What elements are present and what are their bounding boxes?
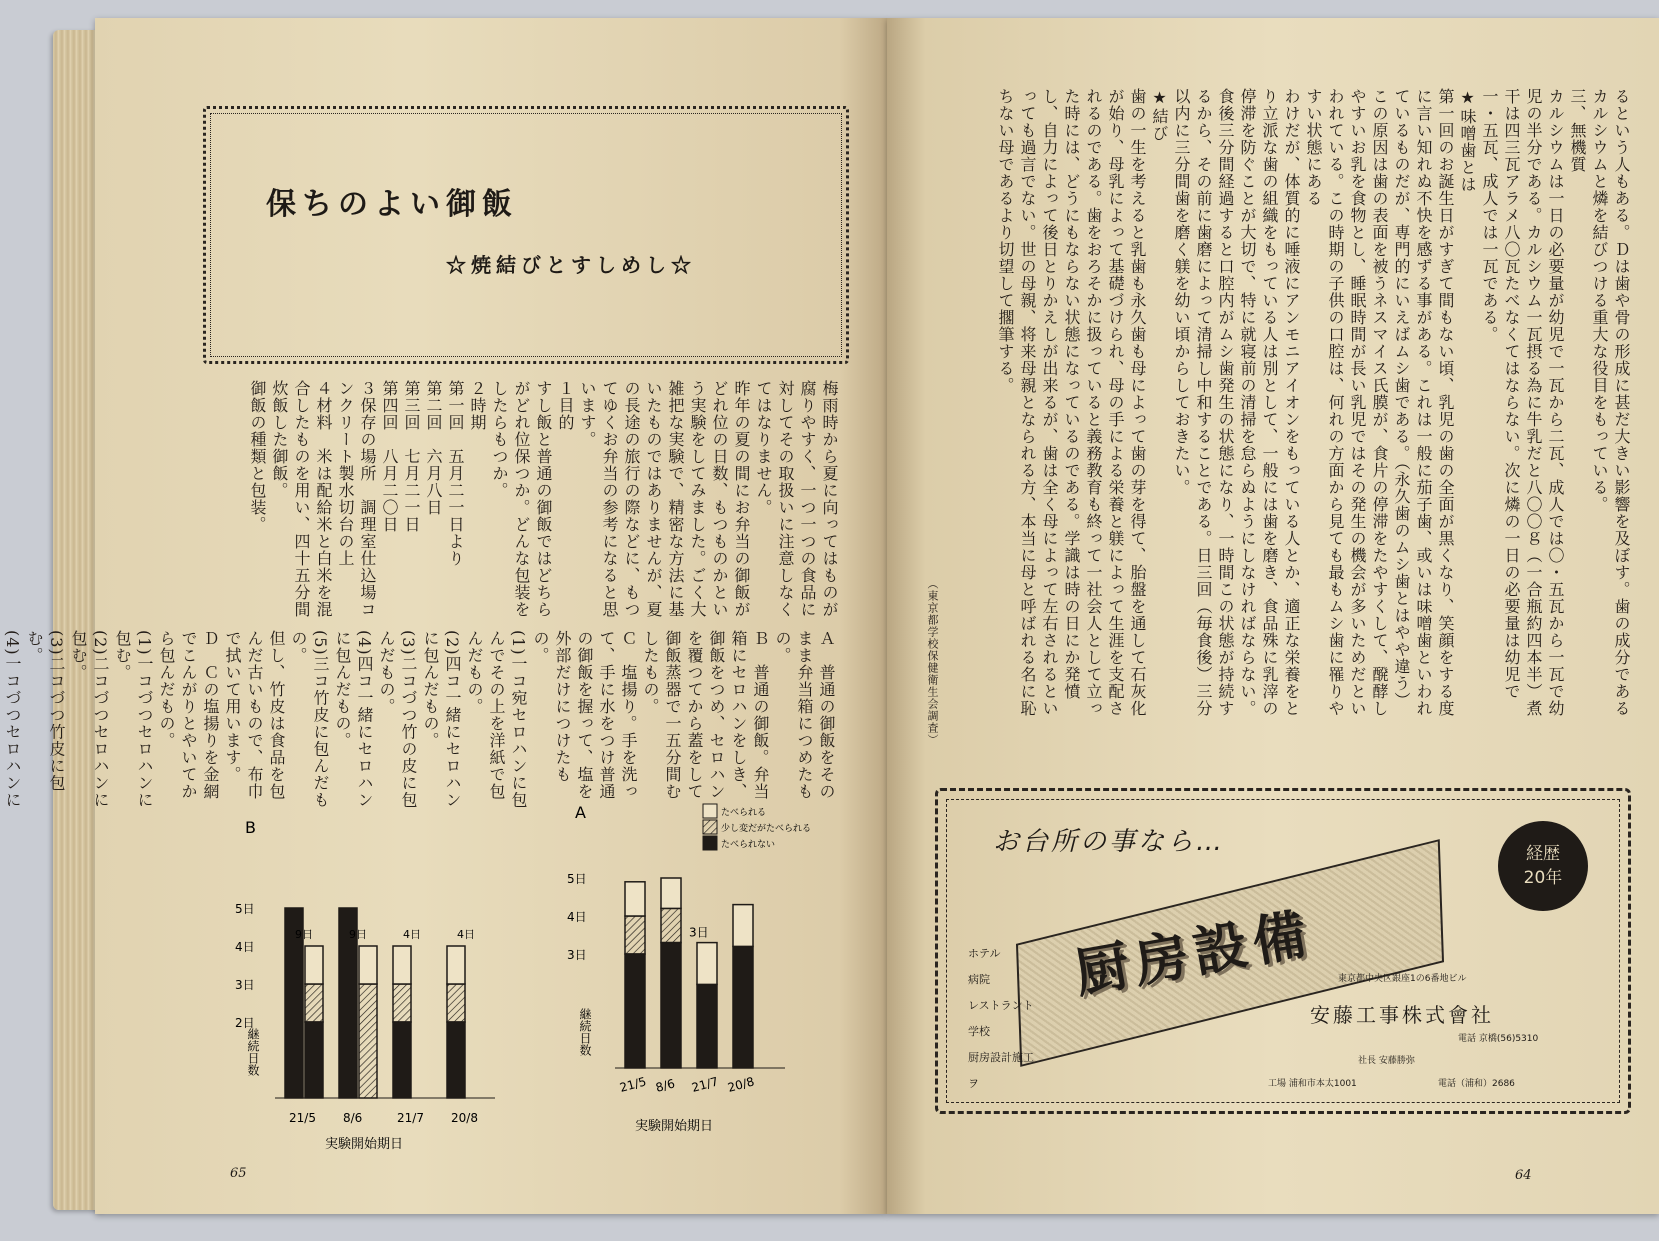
chart-a-legend-swatch [703,804,717,818]
chart-b-xtick: 21/7 [397,1111,424,1125]
chart-b-ylabel: 継続日数 [246,1028,260,1076]
chart-a-bar [661,943,681,1068]
chart-a-annotation: 3日 [689,925,709,940]
chart-b-bar [447,1022,465,1098]
chart-a-bar [661,878,681,908]
chart-a-bar [697,984,717,1068]
chart-a-bar [625,916,645,954]
chart-b-bar [393,946,411,984]
ad-address: 東京都中央区銀座1の6番地ビル [1338,974,1467,984]
chart-a [555,798,855,1148]
ad-list-item: 厨房設計施工 [968,1051,1034,1064]
chart-b-bar [393,984,411,1022]
chart-b-title: B [245,818,256,837]
ad-badge-line1: 経歴 [1525,844,1560,864]
ad-company: 安藤工事株式會社 [1310,1003,1494,1027]
chart-a-xlabel: 実験開始期日 [635,1119,714,1134]
advertisement [935,788,1631,1114]
chart-b-annotation: 4日 [457,928,475,941]
book-spread [3,18,1631,1218]
chart-b-bar-paired [359,984,377,1098]
article-title: 保ちのよい御飯 [266,187,518,222]
ad-factory-phone: 電話（浦和）2686 [1438,1079,1515,1089]
ad-badge [1498,821,1588,911]
chart-a-ytick: 4日 [567,910,587,924]
chart-a-bar [733,946,753,1068]
chart-b-bar-paired [305,984,323,1022]
chart-b-ytick: 3日 [235,978,255,992]
chart-b-xtick: 21/5 [289,1111,316,1125]
page-number-left: 65 [230,1166,247,1181]
chart-a-legend-label: たべられない [721,840,776,850]
ad-list-item: レストラント [968,999,1034,1012]
chart-b-ytick: 4日 [235,940,255,954]
ad-list-item: ホテル [968,947,1001,960]
chart-a-legend-label: たべられる [721,808,767,818]
chart-b-bar-paired [305,1022,323,1098]
ad-list-item: 学校 [968,1025,990,1038]
page-number-right: 64 [1515,1168,1532,1183]
ad-phone: 電話 京橋(56)5310 [1458,1034,1539,1044]
chart-b-bar [393,1022,411,1098]
chart-b-annotation: 9日 [349,928,367,941]
chart-a-xtick: 8/6 [654,1076,677,1095]
chart-b-bar [447,984,465,1022]
article-subtitle: ☆焼結びとすしめし☆ [446,253,696,277]
ad-factory: 工場 浦和市本太1001 [1268,1079,1357,1089]
chart-a-xtick: 21/5 [618,1074,648,1095]
chart-b-annotation: 9日 [295,928,313,941]
ad-list-item: 病院 [968,973,990,986]
ad-slogan: お台所の事なら… [993,827,1226,857]
chart-b-xlabel: 実験開始期日 [325,1137,404,1152]
chart-b-bar-paired [305,946,323,984]
chart-a-xtick: 21/7 [690,1074,720,1095]
ad-mark: ヲ [968,1077,979,1090]
chart-a-legend-swatch [703,836,717,850]
chart-b [205,818,505,1152]
chart-a-xtick: 20/8 [726,1074,756,1095]
chart-a-legend-label: 少し変だがたべられる [721,824,812,834]
chart-b-bar [447,946,465,984]
right-body-text: るという人もある。Ｄは歯や骨の形成に甚だ大きい影響を及ぼす。歯の成分であるカルシウムと燐を結びつける重大な役目をもっている。 三、無機質 カルシウムは一日の必要量が幼児で一瓦から二瓦、成人では〇・五瓦から一瓦で幼児の半分である。カルシウム一瓦摂る為に牛乳だと八〇〇ｇ（一合瓶約四本半）煮干は四三瓦アラメ八〇瓦たべなくてはならない。次に燐の一日の必要量は幼児で一・五瓦、成人では一瓦である。 ★味噌歯とは 第一回のお誕生日がすぎて間もない頃、乳児の歯の全面が黒くなり、笑顔をする度に言い知れぬ不快を感ずる事がある。これは一般に茄子歯、或いは味噌歯といわれているものだが、専門的にいえばムシ歯である。（永久歯のムシ歯とはやや違う） この原因は歯の表面を被うネスマイス氏膜が、食片の停滞をたやすくして、醗酵しやすいお乳を食物とし、睡眠時間が長い乳児ではその発生の機会が多いためだといわれている。この時期の子供の口腔は、何れの方面から見ても最もムシ歯に罹りやすい状態にある わけだが、体質的に唾液にアンモニアイオンをもっている人とか、適正な栄養をとり立派な歯の組織をもっている人は別として、一般には歯を磨き、食品殊に乳滓の停滞を防ぐことが大切で、特に就寝前の清掃を怠らぬようにしなければならない。食後三分間経過すると口腔内がムシ歯発生の状態になり、一時間この状態が持続するから、その前に歯磨によって清掃し中和することである。日三回（毎食後）三分以内に三分間歯を磨く躾を幼い頃からしておきたい。 ★結び 歯の一生を考えると乳歯も永久歯も母によって歯の芽を得て、胎盤を通して石灰化が始り、母乳によって基礎づけられ、母の手による栄養と躾によって生涯を支配されるのである。歯をおろそかに扱っていると義務教育も終って一社会人として立った時には、どうにもならない状態になっているのである。学識は時の日にか発憤し、自力によって後日とりかえしが出来るが、歯は全く母によって左右されるといっても過言でない。世の母親、将来母親となられる方、本当に母と呼ばれる名に恥ちない母であるより切望して擱筆する。 [996,88,1631,717]
chart-b-bar-paired [359,946,377,984]
chart-a-ylabel: 継続日数 [578,1008,592,1056]
ad-badge-line2: 20年 [1523,868,1563,888]
chart-b-ytick: 5日 [235,902,255,916]
ad-big-text: 厨房設備 [1070,901,1318,1006]
chart-a-bar [733,905,753,947]
methods-text: Ａ 普通の御飯をそのまま弁当箱につめたもの。 Ｂ 普通の御飯。弁当箱にセロハンをしき、御飯をつめ、セロハンを覆つてから蓋をして御飯蒸器で一五分間むしたもの。 Ｃ 塩揚り。手を洗って、手に水をつけ普通の御飯を握って、塩を外部だけにつけたもの。 (1)一コ宛セロハンに包んでその上を洋紙で包んだもの。 (2)四コ一緒にセロハンに包んだもの。 (3)二コづつ竹の皮に包んだもの。 (4)四コ一緒にセロハンに包んだもの。 (5)三コ竹皮に包んだもの。 但し、竹皮は食品を包んだ古いもので、布巾で拭いて用います。 Ｄ Ｃの塩揚りを金網でこんがりとやいてから包んだもの。 (1)一コづつセロハンに包む。 (2)二コづつセロハンに包む。 (3)二コづつ竹皮に包む。 (4)一コづつセロハンに [3,630,836,809]
chart-a-title: A [575,803,586,822]
right-page [887,18,1659,1214]
chart-a-legend-swatch [703,820,717,834]
chart-a-bar [661,908,681,942]
intro-text: 梅雨時から夏に向ってはものが腐りやすく、一つ一つの食品に対してその取扱いに注意しなくてはなりません。 昨年の夏の間にお弁当の御飯がどれ位の日数、もつものかという実験をしてみました。ごく大雑把な実験で、精密な方法に基いたものではありませんが、夏の長途の旅行の際などに、もつてゆくお弁当の参考になると思います。 １目的 すし飯と普通の御飯ではどちらがどれ位保つか。どんな包装をしたらもつか。 ２時期 第一回 五月二一日より 第二回 六月八日 第三回 七月二一日 第四回 八月二〇日 ３保存の場所 調理室仕込場コンクリート製水切台の上 ４材料 米は配給米と白米を混合したものを用い、四十五分間炊飯した御飯。 御飯の種類と包装。 [248,380,839,618]
chart-a-bar [625,954,645,1068]
title-box [203,106,849,364]
chart-a-bar [697,943,717,985]
left-page [3,18,887,1214]
ad-president: 社長 安藤勝弥 [1358,1056,1415,1066]
chart-b-annotation: 4日 [403,928,421,941]
ad-service-list [968,941,1034,1097]
chart-a-ytick: 5日 [567,872,587,886]
chart-b-xtick: 20/8 [451,1111,478,1125]
chart-b-ytick: 2日 [235,1016,255,1030]
credit-text: （東京都学校保健衛生会調査） [926,578,939,746]
chart-a-bar [625,882,645,916]
chart-a-ytick: 3日 [567,948,587,962]
chart-b-xtick: 8/6 [343,1111,363,1125]
